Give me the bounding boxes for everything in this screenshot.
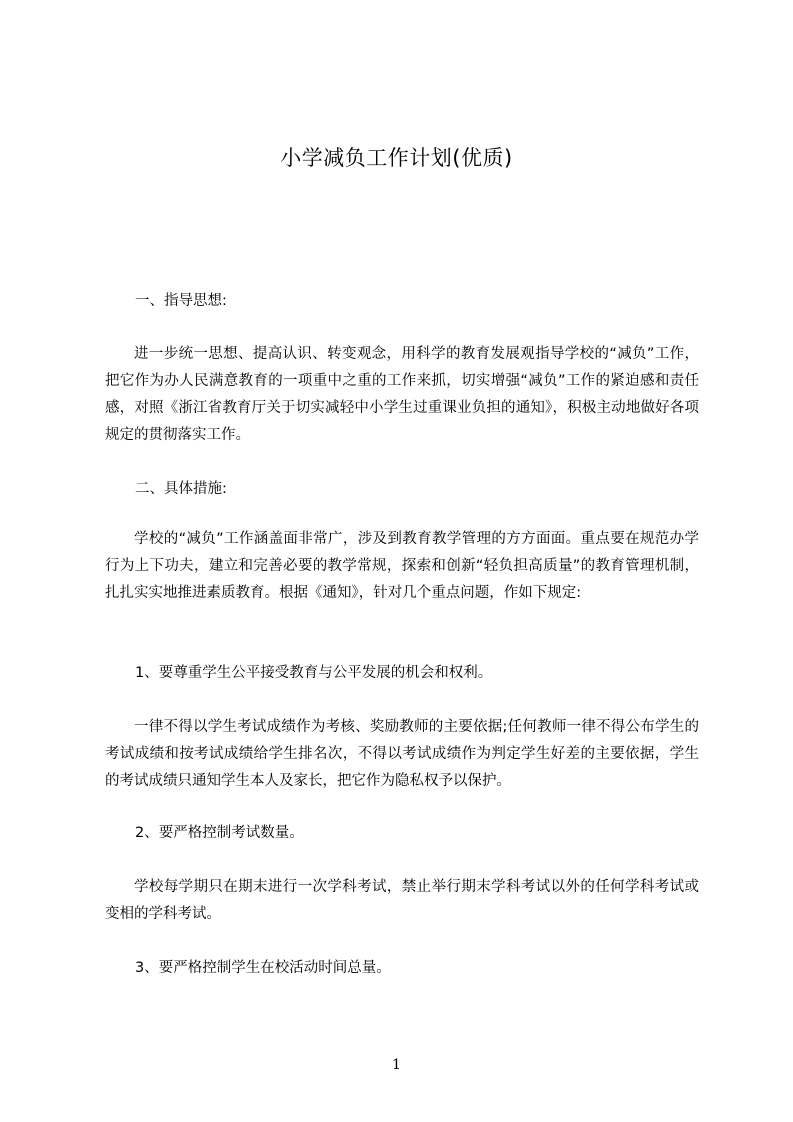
list-item-2: 2、要严格控制考试数量。 xyxy=(135,825,304,841)
paragraph-item-1: 一律不得以学生考试成绩作为考核、奖励教师的主要依据;任何教师一律不得公布学生的考试成绩和按考试成绩给学生排名次，不得以考试成绩作为判定学生好差的主要依据，学生的考试成绩只通知学生本人及家长，把它作为隐私权予以保护。 xyxy=(105,719,699,789)
list-item-3: 3、要严格控制学生在校活动时间总量。 xyxy=(135,960,391,976)
list-item-1: 1、要尊重学生公平接受教育与公平发展的机会和权利。 xyxy=(135,665,493,681)
section-heading-guiding-ideology: 一、指导思想: xyxy=(135,293,227,309)
document-title: 小学减负工作计划(优质) xyxy=(280,146,513,170)
paragraph-item-2: 学校每学期只在期末进行一次学科考试，禁止举行期末学科考试以外的任何学科考试或变相的学科考试。 xyxy=(105,879,699,922)
paragraph-specific-measures: 学校的“减负”工作涵盖面非常广，涉及到教育教学管理的方方面面。重点要在规范办学行为上下功夫，建立和完善必要的教学常规，探索和创新“轻负担高质量”的教育管理机制，扎扎实实地推进素质教育。根据《通知》，针对几个重点问题，作如下规定: xyxy=(105,531,699,601)
section-heading-specific-measures: 二、具体措施: xyxy=(135,481,227,497)
page-number: 1 xyxy=(392,1057,401,1073)
paragraph-guiding-ideology: 进一步统一思想、提高认识、转变观念，用科学的教育发展观指导学校的“减负”工作，把它作为办人民满意教育的一项重中之重的工作来抓，切实增强“减负”工作的紧迫感和责任感，对照《浙江省教育厅关于切实减轻中小学生过重课业负担的通知》，积极主动地做好各项规定的贯彻落实工作。 xyxy=(105,346,699,443)
